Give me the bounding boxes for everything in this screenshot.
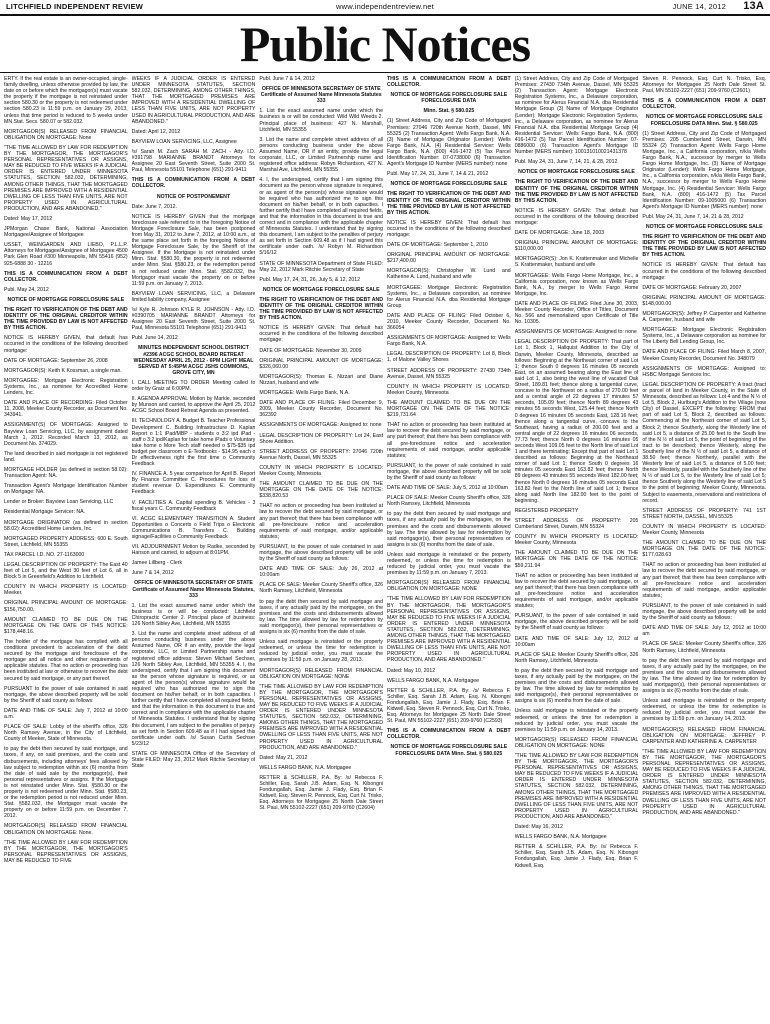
notice-paragraph: 1. List the exact assumed name under which the business is or will be conducted: Litchfield Chiropractic Center 2. Principal place of business: 126 North Sibley Ave, Litchfield, MN 55355: [131, 602, 256, 628]
notice-paragraph: THAT no action or proceeding has been instituted at law to recover the debt secured by said mortgage, or any part thereof; that there has been compliance with all pre-foreclosure notice and acceleration requirements of said mortgage, and/or applicable statutes;: [642, 562, 767, 599]
notice-paragraph: IV. FINANCE A. 5 year comparison for April B. Report By Finance Committee C. Procedures for loss of student revenue D. Expenditures E. Community Feedback: [131, 471, 256, 496]
notice-column-6: [642, 76, 766, 1022]
notice-paragraph: 1. List the exact assumed name under which the business is or will be conducted: Wild Wild Weeds 2. Principal place of business: 427 N. Marshall, Litchfield, MN 55355: [259, 108, 384, 133]
notice-paragraph: THE AMOUNT CLAIMED TO BE DUE ON THE MORTGAGE ON THE DATE OF THE NOTICE: $338,820.53: [259, 481, 384, 500]
notice-paragraph: PURSUANT to the power of sale contained in said mortgage, the above described property will be sold by the Sheriff of said county as follows:: [4, 685, 128, 704]
notice-paragraph: Publ. May 17, 24, 31, 26, July 5, & 12, 2012: [259, 276, 360, 283]
notice-paragraph: COUNTY IN WHICH PROPERTY IS LOCATED: Meeker.: [4, 584, 128, 597]
notice-paragraph: Publ. June 14, 2012: [131, 335, 178, 342]
notice-paragraph: ASSIGNMENTS OF MORTGAGE: Assigned to: HSBC Mortgage Services Inc.: [642, 365, 767, 378]
notice-paragraph: 3. List the name and complete street address of all persons conducting business under the above Assumed Name, OR if an entity, provide the legal corporate, LLC, or Limited Partnership name and registered office address: Steven Michael Sechser, 126 North Sibley Ave, Litchfield, MN 55355 4. I, the undersigned, certify that I am signing this document as the person whose signature is required, or as agent of the person(s) whose signature would be required who has authorized me to sign this document on his/her behalf, or in both capacities. I further certify that I have completed all required fields, and that the information in this document is true and correct and in compliance with the applicable chapter of Minnesota Statutes. I understand that by signing this document, I am subject to the penalties of perjury as set forth in Section 609.48 as if I had signed this certificate under oath. /s/ Susan Curtis Sechser 5/23/12: [131, 631, 256, 747]
notice-paragraph: WELLS FARGO BANK, N.A. Mortgagee: [259, 764, 352, 771]
notice-paragraph: Date: June 7, 2012.: [131, 203, 177, 210]
notice-paragraph: 4. I, the undersigned, certify that I am signing this document as the person whose signature is required, or as agent of the person(s) whose signature would be required who has authorized me to sign this document on his/her behalf, or in both capacities. I further certify that I have completed all required fields, and that the information in this document is true and correct and in compliance with the applicable chapter of Minnesota Statutes. I understand that by signing this document, I am subject to the penalties of perjury as set forth in Section 609.48 as if I had signed this certificate under oath. /s/ Robyn M. Richardson 5/16/12: [259, 177, 384, 257]
notice-paragraph: THIS IS A COMMUNICATION FROM A DEBT COLLECTOR.: [131, 177, 256, 190]
notice-paragraph: AMOUNT CLAIMED TO BE DUE ON THE MORTGAGE ON THE DATE OF THIS NOTICE: $178,448.16.: [4, 616, 128, 635]
notice-paragraph: BAYVIEW LOAN SERVICING, LLC, a Delaware limited liability company, Assignee: [131, 290, 256, 303]
masthead-rule: [0, 72, 770, 73]
notice-paragraph: DATE AND PLACE OF FILING: Filed December 9, 2009, Meeker County Recorder, Document No. 362392: [259, 400, 384, 419]
notice-paragraph: TAX PARCEL I.D. NO. 27-1163000: [4, 551, 85, 558]
notice-paragraph: /s/ Kyle R. Johnson KYLE R. JOHNSON - Atty. I.D. #0390705 MARIANNE BRANDT Attorneys for Assignee 20 East Seventh Street, Suite 2000 St. Paul, Minnesota 55101 Telephone (651) 291-9411: [131, 307, 256, 332]
notice-paragraph: to pay the debt then secured by said mortgage and taxes, if any actually paid by the mortgagee, on the premises and the costs and disbursements allowed by law. The time allowed by law for redemption by said mortgagor(s), their personal representatives or assigns is six (6) months from the date of sale.: [514, 667, 639, 705]
notice-paragraph: /s/ Sarah M. Zach SARAH M. ZACH - Atty. I.D. #391798 MARIANNE BRANDT Attorneys for Assignee 20 East Seventh Street, Suite 2000 St. Paul, Minnesota 55101 Telephone (651) 291-9411: [131, 148, 256, 174]
notice-paragraph: NOTICE IS HEREBY GIVEN: That default has occurred in the conditions of the following described mortgage:: [387, 219, 511, 238]
notice-paragraph: Transaction Agent's Mortgage Identification Number on Mortgage: NA.: [4, 483, 128, 496]
notice-paragraph: MORTGAGED PROPERTY ADDRESS: 600 E. South Street, Litchfield, MN 55355: [4, 535, 128, 548]
notice-paragraph: MORTGAGOR(S) RELEASED FROM FINANCIAL OBLIGATION ON MORTGAGE: None.: [4, 823, 128, 836]
notice-paragraph: RETTER & SCHILLER, P.A. By: /s/ Rebecca F. Schiller, Esq. Sarah J.B. Adam, Esq. N. Kibongni Fondungallah, Esq. Jamie J. Flady, Esq. Brian F. Kidwell, Esq.: [514, 844, 639, 869]
notice-paragraph: to pay the debt then secured by said mortgage and taxes, if any actually paid by the mortgagee, on the premises and the costs and disbursements allowed by law. The time allowed by law for redemption by said mortgagor(s), their personal representatives or assigns is six (6) months from the date of sale.: [259, 598, 384, 636]
notice-paragraph: STREET ADDRESS OF PROPERTY: 27046 720th Avenue North, Dassel, MN 55325: [259, 448, 384, 461]
notice-column-3: [259, 76, 383, 1022]
notice-column-2: [132, 76, 256, 1022]
notice-paragraph: DATE OF MORTGAGE: September 26, 2008: [4, 357, 108, 364]
notice-paragraph: DATE AND PLACE OF FILING: Filed June 30, 2003, Meeker County Recorder, Office of Titles, Document No. 566 and memorialized upon Certificate of Title No. 10305.: [514, 300, 639, 326]
notice-paragraph: VII. ADJOURNMENT Motion by Radke, seconded by Hanson and carried, to adjourn at 8:01PM.: [131, 544, 256, 557]
notice-paragraph: Unless said mortgage is reinstated or the property redeemed, or unless the time for redemption is reduced by judicial order, you must vacate the premises by 11:59 p.m. on January 28, 2013.: [259, 639, 384, 664]
notice-paragraph: THE RIGHT TO VERIFICATION OF THE DEBT AND IDENTITY OF THE ORIGINAL CREDITOR WITHIN THE TIME PROVIDED BY LAW IS NOT AFFECTED BY THIS ACTION.: [259, 296, 384, 322]
notice-paragraph: Dated: May 10, 2012: [387, 667, 436, 674]
notice-paragraph: NOTICE IS HEREBY GIVEN, that default has occurred in the conditions of the following described mortgage:: [4, 335, 128, 354]
issue-date: JUNE 14, 2012: [672, 2, 726, 11]
notice-paragraph: NOTICE IS HEREBY GIVEN: That default has occurred in the conditions of the following described mortgage:: [642, 262, 767, 281]
notice-paragraph: USSET, WEINGARDEN AND LIEBO, P.L.L.P. Attorneys for Mortgagee/Assignee of Mortgagee 4500 Park Glen Road #300 Minneapolis, MN 55416 (952) 925-6888 30 - 12216: [4, 242, 128, 267]
notice-paragraph: PLACE OF SALE: Lobby of the sheriff's office, 326 North Ramsey Avenue, in the City of Litchfield, County of Meeker, State of Minnesota.: [4, 724, 128, 743]
notice-paragraph: "THE TIME ALLOWED BY LAW FOR REDEMPTION BY THE MORTGAGOR, THE MORTGAGOR'S PERSONAL REPRESENTATIVES OR ASSIGNS, MAY BE REDUCED TO FIVE WEEKS IF A JUDICIAL ORDER IS ENTERED UNDER MINNESOTA STATUTES, SECTION 582.032, DETERMINING, AMONG OTHER THINGS, THAT THE MORTGAGED PREMISES ARE IMPROVED WITH A RESIDENTIAL DWELLING OF LESS THAN FIVE UNITS, ARE NOT PROPERTY USED IN AGRICULTURAL PRODUCTION, AND ARE ABANDONED.": [514, 753, 639, 820]
notice-paragraph: DATE OF MORTGAGE: November 30, 2009: [259, 347, 362, 354]
notice-paragraph: DATE OF MORTGAGE: February 20, 2007: [642, 284, 742, 291]
notice-paragraph: Dated: May 17, 2012: [4, 215, 53, 222]
notice-paragraph: (1) Street Address, City and Zip Code of Mortgaged Premises: 205 Cumberland Street, Darwin, MN 55324 (2) Transaction Agent: Wells Fargo Home Mortgage, Inc., a California corporation, n/k/a Wells Fargo Bank, N.A., successor by merger to Wells Fargo Home Mortgage, Inc. (3) Name of Mortgage Originator (Lender): Wells Fargo Home Mortgage, Inc., a California corporation, n/k/a Wells Fargo Bank, N.A., successor by merger to Wells Fargo Home Mortgage, Inc. (4) Residential Servicer: Wells Fargo Bank, N.A. (800) 416-1472 (5) Tax Parcel Identification Number: 09-1005000 (6) Transaction Agent's Mortgage ID Number (MERS number): none: [642, 130, 767, 210]
notice-paragraph: NOTICE OF MORTGAGE FORECLOSURE SALE FORECLOSURE DATA Minn. Stat. § 580.025: [645, 114, 763, 127]
notice-paragraph: I. CALL MEETING TO ORDER Meeting called to order by Graiz at 6:00PM.: [131, 379, 256, 393]
notice-paragraph: MORTGAGOR(S) RELEASED FROM FINANCIAL OBLIGATION ON MORTGAGE: None: [4, 128, 128, 141]
notice-paragraph: JPMorgan Chase Bank, National Association Mortgagee/Assignee of Mortgagee: [4, 226, 128, 239]
section-title: Public Notices: [239, 16, 531, 72]
notice-paragraph: PLACE OF SALE: Meeker County Sheriff's office, 326 North Ramsey, Litchfield, Minnesota: [642, 641, 767, 654]
notice-column-4: [387, 76, 511, 1022]
notice-paragraph: MORTGAGOR(S): Christopher W. Lund and Katherine A. Lund, husband and wife: [387, 268, 511, 281]
notice-paragraph: "THE TIME ALLOWED BY LAW FOR REDEMPTION BY THE MORTGAGOR, THE MORTGAGOR'S PERSONAL REPRESENTATIVES OR ASSIGNS, MAY BE REDUCED TO FIVE: [4, 839, 128, 864]
notice-paragraph: "THE TIME ALLOWED BY LAW FOR REDEMPTION BY THE MORTGAGOR, THE MORTGAGOR'S PERSONAL REPRESENTATIVES OR ASSIGNS, MAY BE REDUCED TO FIVE WEEKS IF A JUDICIAL ORDER IS ENTERED UNDER MINNESOTA STATUTES, SECTION 582.032, DETERMINING, AMONG OTHER THINGS, THAT THE MORTGAGED PREMISES ARE IMPROVED WITH A RESIDENTIAL DWELLING OF LESS THAN FIVE UNITS, ARE NOT PROPERTY USED IN AGRICULTURAL PRODUCTION, AND ARE ABANDONED.": [642, 748, 767, 816]
notice-paragraph: DATE AND TIME OF SALE: July 12, 2012 at 10:00 am: [642, 625, 767, 638]
notice-paragraph: WELLS FARGO BANK, N.A. Mortgagee: [387, 677, 479, 684]
notice-paragraph: MORTGAGOR(S) RELEASED FROM FINANCIAL OBLIGATION ON MORTGAGE: NONE: [259, 667, 384, 680]
notice-paragraph: PLACE OF SALE: Meeker County Sheriff's office, 326 North Ramsey, Litchfield, Minnesota: [259, 582, 384, 595]
notice-column-5: [515, 76, 639, 1022]
notice-paragraph: V. FACILITIES A. Capital spending B. Vehicles - 3 fiscal years C. Community Feedback: [131, 499, 256, 512]
notice-paragraph: MORTGAGOR(S): Keith K Kossman, a single man.: [4, 367, 122, 374]
notice-paragraph: MORTGAGOR(S): Jon K. Krattenmaker and Michelle S. Krattenmaker, husband and wife: [514, 256, 639, 269]
notice-paragraph: THAT no action or proceeding has been instituted at law to recover the debt secured by said mortgage, or any part thereof; that there has been compliance with all pre-foreclosure notice and acceleration requirements of said mortgage, and/or applicable statutes;: [514, 572, 639, 610]
notice-paragraph: PURSUANT, to the power of sale contained in said mortgage, the above described property will be sold by the Sheriff of said county as follows:: [642, 602, 767, 622]
notice-paragraph: MORTGAGEE: Wells Fargo Bank, N.A.: [259, 390, 350, 397]
notice-paragraph: THIS IS A COMMUNICATION FROM A DEBT COLLECTOR.: [4, 270, 128, 283]
notice-paragraph: Unless said mortgage is reinstated or the property redeemed, or unless the time for redemption is reduced by judicial order, you must vacate the premises by 11:59 p.m. on January 7, 2013.: [387, 551, 511, 577]
notice-paragraph: STREET ADDRESS OF PROPERTY: 27430 734th Avenue, Dassel, MN 55325: [387, 367, 511, 380]
notice-paragraph: REGISTERED PROPERTY: [514, 507, 579, 514]
notice-paragraph: OFFICE OF MINNESOTA SECRETARY OF STATE Certificate of Assumed Name Minnesota Statutes 333: [260, 86, 382, 105]
notice-paragraph: ORIGINAL PRINCIPAL AMOUNT OF MORTGAGE: $326,060.00: [259, 357, 384, 370]
notice-paragraph: NOTICE OF MORTGAGE FORECLOSURE SALE: [7, 296, 125, 303]
notice-paragraph: MORTGAGOR(S) RELEASED FROM FINANCIAL OBLIGATION ON MORTGAGE: JEFFREY P. CARPENTER AND KATHERINE A. CARPENTER: [642, 726, 767, 745]
notice-paragraph: "THE TIME ALLOWED BY LAW FOR REDEMPTION BY THE MORTGAGOR, THE MORTGAGOR'S PERSONAL REPRESENTATIVES OR ASSIGNS, MAY BE REDUCED TO FIVE WEEKS IF A JUDICIAL ORDER IS ENTERED UNDER MINNESOTA STATUTES, SECTION 582.032, DETERMINING, AMONG OTHER THINGS, THAT THE MORTGAGED PREMISES ARE IMPROVED WITH A RESIDENTIAL DWELLING OF LESS THAN FIVE UNITS, ARE NOT PROPERTY USED IN AGRICULTURAL PRODUCTION, AND ARE ABANDONED.": [4, 144, 128, 212]
notice-paragraph: Dated: May 16, 2012: [514, 824, 563, 831]
notice-paragraph: to pay the debt then secured by said mortgage and taxes, if any actually paid by the mortgagee, on the premises and the costs and disbursements allowed by law. The time allowed by law for redemption by said mortgagor(s), their personal representatives or assigns is six (6) months from the date of sale.: [642, 657, 767, 695]
notice-paragraph: MORTGAGOR(S): Jeffrey P. Carpenter and Katherine A. Carpenter, husband and wife: [642, 311, 767, 324]
notice-paragraph: ASSIGNMENTS OF MORTGAGE: Assigned to: none: [259, 422, 382, 429]
notice-paragraph: COUNTY IN WHICH PROPERTY IS LOCATED: Meeker County, Minnesota: [642, 523, 767, 536]
notice-paragraph: THIS IS A COMMUNICATION FROM A DEBT COLLECTOR.: [642, 98, 767, 111]
notice-paragraph: MORTGAGEE: Mortgage Electronic Registration Systems, Inc., a Delaware corporation, as nominee for Alerus Financial N.A. dba Residential Mortgage Group: [387, 284, 511, 309]
notice-paragraph: Unless said mortgage is reinstated or the property redeemed, or unless the time for redemption is reduced by judicial order, you must vacate the premises by 11:59 p.m. on January 14, 2013.: [514, 708, 639, 733]
notice-paragraph: (1) Street Address, City and Zip Code of Mortgaged Premises: 27046 720th Avenue North, Dassel, MN 55325 (2) Transaction Agent: Wells Fargo Bank, N.A. (3) Name of Mortgage Originator (Lender): Wells Fargo Bank, N.A. (4) Residential Servicer: Wells Fargo Bank, N.A. (800) 416-1472 (5) Tax Parcel Identification Number: 07-0738000 (6) Transaction Agent's Mortgage ID Number (MERS number): none: [387, 118, 511, 168]
notice-paragraph: DATE AND PLACE OF RECORDING: Filed October 11, 2008, Meeker County Recorder, as Document No. 343941.: [4, 400, 128, 419]
notice-paragraph: ASSIGNMENT(S) OF MORTGAGE: Assigned to Bayview Loan Servicing, LLC, by assignment dated March 1, 2012. Recorded March 13, 2012, as Document No. 374029.: [4, 422, 128, 447]
notice-paragraph: 3. List the name and complete street address of all persons conducting business under the above Assumed Name, OR if an entity, provide the legal corporate, LLC, or Limited Partnership name and registered office address: Robyn Richardson, 427 N. Marshal Ave, Litchfield, MN 55355: [259, 136, 384, 174]
notice-paragraph: MORTGAGEE: Mortgage Electronic Registration Systems, Inc., as nominee for Accredited Home Lenders, Inc.: [4, 377, 128, 397]
notice-paragraph: STREET ADDRESS OF PROPERTY: 741 1ST STREET NORTH, DASSEL, MN 55325: [642, 507, 767, 520]
page-header: [0, 0, 770, 14]
notice-paragraph: The land described in said mortgage is not registered land.: [4, 450, 128, 463]
notice-paragraph: PLACE OF SALE: Meeker County Sheriff's office, 326 North Ramsey, Litchfield, Minnesota: [514, 651, 639, 664]
notice-paragraph: WEEKS IF A JUDICIAL ORDER IS ENTERED UNDER MINNESOTA STATUTES, SECTION 582.032, DETERMINING, AMONG OTHER THINGS, THAT THE MORTGAGED PREMISES ARE IMPROVED WITH A RESIDENTIAL DWELLING OF LESS THAN FIVE UNITS, ARE NOT PROPERTY USED IN AGRICULTURAL PRODUCTION, AND ARE ABANDONED.": [131, 76, 256, 125]
notice-paragraph: DATE AND TIME OF SALE: July 12, 2012 at 10:00am: [514, 635, 639, 648]
notice-paragraph: ASSIGNMENTS OF MORTGAGE: Assigned to: Wells Fargo Bank, N.A.: [387, 335, 511, 348]
page-number: 13A: [743, 0, 764, 12]
notice-paragraph: Publ. May 17, 24, 31, June 7, 14 & 21, 2012: [387, 171, 489, 178]
notice-paragraph: DATE AND PLACE OF FILING: Filed March 8, 2007, Meeker County Recorder, Document No. 348079: [642, 349, 767, 362]
notice-paragraph: MORTGAGEE: Mortgage Electronic Registration Systems, Inc., a Delaware corporation as nominee for The Liberty Bell Lending Group, Inc.: [642, 327, 767, 346]
notice-paragraph: THIS IS A COMMUNICATION FROM A DEBT COLLECTOR.: [387, 76, 511, 89]
notice-paragraph: Dated: May 21, 2012: [259, 754, 308, 761]
notice-paragraph: DATE OF MORTGAGE: June 18, 2003: [514, 230, 605, 237]
notice-paragraph: VI. ACGC ELEMENTARY TRANSITION A. Student Opportunities o Concerts o Field Trips o Electronic Communications B. Transfers C. Building signage/Facilities o Community Feedback: [131, 515, 256, 540]
notice-paragraph: Publ. June 7 & 14, 2012: [259, 76, 315, 82]
notice-paragraph: PURSUANT, to the power of sale contained in said mortgage, the above described property will be sold by the Sheriff of said county as follows:: [259, 543, 384, 563]
notice-paragraph: NOTICE OF POSTPONEMENT: [156, 193, 231, 200]
notice-paragraph: MORTGAGOR(S): Thomas E. Nizzari and Diane Nizzari, husband and wife: [259, 373, 384, 386]
notice-paragraph: II. AGENDA APPROVAL Motion by Markle, seconded by Munson and carried, to approve the April 25, 2012 ACGC School Board Retreat Agenda as presented.: [131, 396, 256, 415]
notice-paragraph: DATE AND PLACE OF FILING: Filed October 6, 2010, Meeker County Recorder, Document No. 366054: [387, 312, 511, 332]
notice-paragraph: MORTGAGOR(S) RELEASED FROM FINANCIAL OBLIGATION ON MORTGAGE: NONE: [514, 736, 639, 749]
notice-paragraph: DATE AND TIME OF SALE: July 7, 2012 at 10:00 a.m.: [4, 707, 128, 720]
notice-paragraph: COUNTY IN WHICH PROPERTY IS LOCATED: Meeker County, Minnesota: [387, 383, 511, 396]
notice-paragraph: June 7 & 14, 2012: [131, 570, 174, 577]
notice-paragraph: The holder of the mortgage has complied with all conditions precedent to acceleration of the debt secured by the mortgage and foreclosure of the mortgage and all notice and other requirements of applicable statutes. That no action or proceeding has been instituted at law or otherwise to recover the debt secured by said mortgage, or any part thereof.: [4, 638, 128, 682]
notice-paragraph: NOTICE OF MORTGAGE FORECLOSURE SALE FORECLOSURE DATA: [390, 92, 508, 105]
notice-paragraph: NOTICE OF MORTGAGE FORECLOSURE SALE: [390, 181, 508, 188]
notice-paragraph: MORTGAGOR(S) RELEASED FROM FINANCIAL OBLIGATION ON MORTGAGE: NONE: [387, 580, 511, 593]
notice-paragraph: to pay the debt then secured by said mortgage, and taxes, if any, on said premises, and the costs and disbursements, including attorneys' fees allowed by law subject to redemption within six (6) months from the date of said sale by the mortgagor(s), their personal representatives or assigns. If the Mortgage is not reinstated under Minn. Stat. §580.30 or the property is not redeemed under Minn. Stat. §580.23, or the redemption period is not reduced under Minn. Stat. §582.032, the Mortgagor must vacate the property on or before 11:59 p.m. on December 7, 2012.: [4, 746, 128, 820]
notice-paragraph: Publ. May 24, 2012: [4, 286, 49, 293]
notice-paragraph: Publ. May 24, 31, June 7, 14, 21, & 28, 2012: [514, 159, 618, 166]
notice-paragraph: THAT no action or proceeding has been instituted at law to recover the debt secured by said mortgage, or any part thereof; that there has been compliance with all pre-foreclosure notice and acceleration requirements of said mortgage, and/or applicable statutes;: [259, 503, 384, 540]
notice-paragraph: Minn. Stat. § 580.025: [423, 108, 475, 115]
notice-paragraph: THE RIGHT TO VERIFICATION OF THE DEBT AND IDENTITY OF THE ORIGINAL CREDITOR WITHIN THE TIME PROVIDED BY LAW IS NOT AFFECTED BY THIS ACTION.: [387, 191, 511, 216]
notice-paragraph: ORIGINAL PRINCIPAL AMOUNT OF MORTGAGE: $217,400.00: [387, 252, 511, 265]
notice-paragraph: THE RIGHT TO VERIFICATION OF THE DEBT AND IDENTITY OF THE ORIGINAL CREDITOR WITHIN THE TIME PROVIDED BY LAW IS NOT AFFECTED BY THIS ACTION.: [642, 234, 767, 259]
notice-paragraph: WELLS FARGO BANK, N.A. Mortgagee: [514, 834, 607, 841]
paper-url[interactable]: www.independentreview.net: [336, 2, 434, 11]
notice-paragraph: THE AMOUNT CLAIMED TO BE DUE ON THE MORTGAGE ON THE DATE OF THE NOTICE: $219,731.64: [387, 399, 511, 419]
notice-paragraph: Dated: April 12, 2012: [131, 128, 181, 135]
notice-paragraph: DATE OF MORTGAGE: September 1, 2010: [387, 242, 488, 249]
notice-paragraph: (1) Street Address, City and Zip Code of Mortgaged Premises: 27430 734th Avenue, Dassel, MN 55325 (2) Transaction Agent: Mortgage Electronic Registration Systems, Inc., a Delaware corporation, as nominee for Alerus Financial N.A. dba Residential Mortgage Group (3) Name of Mortgage Originator (Lender): Mortgage Electronic Registration Systems, Inc., a Delaware corporation, as nominee for Alerus Financial N.A. dba Residential Mortgage Group (4) Residential Servicer: Wells Fargo Bank, N.A. (800) 416-1472 (5) Tax Parcel Identification Number: 07-0886000 (6) Transaction Agent's Mortgage ID Number (MERS number): 100131010021431378: [514, 76, 639, 156]
notice-paragraph: RETTER & SCHILLER, P.A. By: /s/ Rebecca F. Schiller, Esq. Sarah J.B. Adam, Esq. N. Kibongni Fondungallah, Esq. Jamie J. Flady, Esq. Brian F. Kidwell, Esq. Steven R. Pennock, Esq. Curt N. Trisko, Esq. Attorneys for Mortgagee 25 North Dale Street St. Paul, MN 55102-2227 (651) 209-9760 (C2593): [387, 687, 511, 725]
notice-paragraph: ORIGINAL PRINCIPAL AMOUNT OF MORTGAGE: $156,750.00.: [4, 600, 128, 613]
notice-paragraph: NOTICE IS HEREBY GIVEN that the mortgage foreclosure sale referred to in the foregoing Notice of Mortgage Foreclosure Sale, has been postponed from May 31, 2012 to June 7, 2012, at 10:00 a.m., at the same place set forth in the foregoing Notice of Mortgage Foreclosure Sale, by the Sheriff of the Assignee. If the Mortgage is not reinstated under Minn. Stat. §580.30, the property is not redeemed under Minn. Stat. §580.23, or the redemption period is not reduced under Minn. Stat. §582.032, the Mortgagor must vacate the property on or before 11:59 p.m. on January 7, 2013.: [131, 213, 256, 287]
notice-paragraph: NOTICE OF MORTGAGE FORECLOSURE SALE FORECLOSURE DATA Minn. Stat. § 580.025: [390, 744, 508, 757]
notice-paragraph: DATE AND TIME OF SALE: July 5, 2012 at 10:00am: [387, 485, 508, 492]
notice-paragraph: ORIGINAL PRINCIPAL AMOUNT OF MORTGAGE: $148,000.00: [642, 294, 767, 307]
notice-paragraph: Unless said mortgage is reinstated or the property redeemed, or unless the time for redemption is reduced by judicial order, you must vacate the premises by 11:59 p.m. on January 14, 2013.: [642, 698, 767, 723]
notice-paragraph: BAYVIEW LOAN SERVICING, LLC, Assignee: [131, 138, 237, 145]
notice-paragraph: DATE AND TIME OF SALE: July 26, 2012 at 10:00am: [259, 566, 384, 579]
notice-paragraph: NOTICE IS HEREBY GIVEN: That default has occurred in the conditions of the following described mortgage:: [259, 325, 384, 344]
notice-paragraph: LEGAL DESCRIPTION OF PROPERTY: The East 40 feet of Lot 5, and the West 30 feet of Lot 6, all in Block 5 in Greenfield's Addition to Litchfield.: [4, 562, 128, 581]
notice-paragraph: ERTY. If the real estate is an owner-occupied, single-family dwelling, unless otherwise provided by law, the date on or before which the mortgagor(s) must vacate the property if the mortgage is not reinstated under section 580.30 or the property is not redeemed under section 580.23 is 11:59 p.m. on January 29, 2013, unless that time period is reduced to 5 weeks under MN Stat. Secs. 580.07 or 582.032.: [4, 76, 128, 125]
notice-paragraph: MORTGAGE HOLDER (as defined in section 58.02): Transaction Agent: NA.: [4, 466, 128, 480]
notice-paragraph: PURSUANT, to the power of sale contained in said mortgage, the above described property will be sold by the Sheriff of said county as follows:: [514, 613, 639, 632]
notice-paragraph: ASSIGNMENTS OF MORTGAGE: Assigned to: none: [514, 329, 637, 336]
notice-paragraph: Residential Mortgage Servicer: NA.: [4, 509, 86, 516]
notice-paragraph: THAT no action or proceeding has been instituted at law to recover the debt secured by said mortgage, or any part thereof; that there has been compliance with all pre-foreclosure notice and acceleration requirements of said mortgage, and/or applicable statutes;: [387, 422, 511, 459]
notice-paragraph: PURSUANT, to the power of sale contained in said mortgage, the above described property will be sold by the Sheriff of said county as follows:: [387, 462, 511, 481]
notice-paragraph: THIS IS A COMMUNICATION FROM A DEBT COLLECTOR.: [387, 728, 511, 741]
notice-paragraph: STATE OF MINNESOTA Department of State FILED: May 22, 2012 Mark Ritchie Secretary of State: [259, 260, 384, 273]
notice-paragraph: III. TECHNOLOGY A. Budget B. Teacher Professional Development C. Building Infrastructure D. Kaplan Report o 1:1 iPad/MBP - students o 3:2 ipd iPad - staff o 3:2 ipd/Kaplan for take home iPads o Voluntary take home o More Tech staff needed o $75-$35 ipd budget per classroom o E-Textbooks - $14.95 each o Dr effectiveness right the first time o Community Feedback: [131, 418, 256, 468]
notice-paragraph: COUNTY IN WHICH PROPERTY IS LOCATED: Meeker County, Minnesota: [514, 534, 639, 547]
notice-paragraph: to pay the debt then secured by said mortgage and taxes, if any actually paid by the mortgagee, on the premises and the costs and disbursements allowed by law. The time allowed by law for redemption by said mortgagor(s), their personal representatives or assigns is six (6) months from the date of sale.: [387, 511, 511, 548]
notice-paragraph: "THE TIME ALLOWED BY LAW FOR REDEMPTION BY THE MORTGAGOR, THE MORTGAGOR'S PERSONAL REPRESENTATIVES OR ASSIGNS, MAY BE REDUCED TO FIVE WEEKS IF A JUDICIAL ORDER IS ENTERED UNDER MINNESOTA STATUTES, SECTION 582.032, DETERMINING, AMONG OTHER THINGS, THAT THE MORTGAGED PREMISES ARE IMPROVED WITH A RESIDENTIAL DWELLING OF LESS THAN FIVE UNITS, ARE NOT PROPERTY USED IN AGRICULTURAL PRODUCTION, AND ARE ABANDONED.": [259, 683, 384, 751]
notice-paragraph: STATE OF MINNESOTA Office of the Secretary of State FILED: May 23, 2012 Mark Ritchie Secretary of State: [131, 750, 256, 770]
notice-paragraph: Lender or Broker: Bayview Loan Servicing, LLC: [4, 499, 114, 506]
notice-paragraph: THE RIGHT TO VERIFICATION OF THE DEBT AND IDENTITY OF THE ORIGINAL CREDITOR WITHIN THE TIME PROVIDED BY LAW IS NOT AFFECTED BY THIS ACTION.: [514, 179, 639, 204]
notice-paragraph: LEGAL DESCRIPTION OF PROPERTY: Lot 8, Block 1, of Malone Valley Shores: [387, 351, 511, 364]
notice-paragraph: OFFICE OF MINNESOTA SECRETARY OF STATE Certificate of Assumed Name Minnesota Statutes, 333: [132, 580, 255, 599]
notice-paragraph: LEGAL DESCRIPTION OF PROPERTY: That part of Lot 1, Block 1, Hallquist Addition to the City of Darwin, Meeker County, Minnesota, described as follows: Beginning at the Northeast corner of said Lot 1; thence South 0 degrees 16 minutes 05 seconds East, on an assumed bearing along the East line of said Lot 1, also being the west line of vacated Oak Street, 189.81 feet; thence along a tangential curve, concave to the Northwest on a radius of 270.00 feet and a central angle of 22 degrees 17 minutes 57 seconds, 105.09 feet; thence North 89 degrees 43 minutes 55 seconds West, 125.44 feet; thence North 0 degrees 16 minutes 05 seconds East, 128.16 feet; thence along a tangential curve, concave to the Southeast, having a radius of 200.00 feet and a central angle of 22 degrees 16 minutes 06 seconds, 77.73 feet; thence North 0 degrees 16 minutes 05 seconds West 109.05 feet to the North line of said Lot 1 and there terminating; Except that part of said Lot 1 described as follows: Beginning at the Northeast corner of said Lot 1; thence South 0 degrees 16 minutes 05 seconds East 163.82 feet; thence North 89 degrees 43 minutes 55 seconds West 182.00 feet; thence North 0 degrees 16 minutes 05 seconds East 163.82 feet to the North line of said Lot 1; thence along said North line 182.00 feet to the point of beginning.: [514, 339, 639, 504]
notice-paragraph: MORTGAGEE: Wells Fargo Home Mortgage, Inc., a California corporation, now known as Wells Fargo Bank, N.A., by merger to Wells Fargo Home Mortgage, Inc.: [514, 272, 639, 297]
notice-paragraph: Steven R. Pennock, Esq. Curt N. Trisko, Esq. Attorneys for Mortgagee 25 North Dale Street St. Paul, MN 55102-2227 (651) 209-9760 (C2601): [642, 76, 767, 95]
notice-paragraph: Publ. May 24, 31, June 7, 14, 21 & 28, 2012: [642, 213, 744, 220]
notice-paragraph: "THE TIME ALLOWED BY LAW FOR REDEMPTION BY THE MORTGAGOR, THE MORTGAGOR'S PERSONAL REPRESENTATIVES OR ASSIGNS, MAY BE REDUCED TO FIVE WEEKS IF A JUDICIAL ORDER IS ENTERED UNDER MINNESOTA STATUTES, SECTION 582.032, DETERMINING, AMONG OTHER THINGS, THAT THE MORTGAGED PREMISES ARE IMPROVED WITH A RESIDENTIAL DWELLING OF LESS THAN FIVE UNITS, ARE NOT PROPERTY USED IN AGRICULTURAL PRODUCTION, AND ARE ABANDONED.": [387, 596, 511, 664]
notice-paragraph: NOTICE OF MORTGAGE FORECLOSURE SALE: [518, 169, 635, 176]
notice-paragraph: MINUTES INDEPENDENT SCHOOL DISTRICT #2396 ACGC SCHOOL BOARD RETREAT WEDNESDAY APRIL 25, 2012 - 6PM LIGHT MEAL SERVED AT 5:45PM ACGC JSHS COMMONS, GROVE CITY, MN: [133, 345, 254, 376]
notice-paragraph: LEGAL DESCRIPTION OF PROPERTY: A tract (tract or parcel of land in Meeker County, in the State of Minnesota, described as follows: Lot 4 and the N ½ of Lot 5, Block 2, Hurlburg's Addition to the Village (now City) of Dassel, EXCEPT the following: FROM that part of said Lot 5, Block 2, described as follows: Commencing at the Northeast corner of said Lot 5, Block 2; thence Southerly, along the Westerly line of said Lot 5, a distance of 25.00 feet to the South line of the N ½ of said Lot 5, the point of beginning of the tract to be described; thence Westerly, along the Southerly line of the N ½ of said Lot 5, a distance of 38.50 feet; thence Northerly, parallel with the Westerly line of said Lot 5, a distance of 5.00 feet; thence Westerly, parallel with the Southerly line of the N ½ of said Lot 5, to the Westerly line of said Lot 5; thence Southerly along the Westerly line of said Lot 5 to the point of beginning; Meeker County, Minnesota. Subject to easements, reservations and restrictions of record.: [642, 381, 767, 504]
notice-paragraph: LEGAL DESCRIPTION OF PROPERTY: Lot 24, East Shore Addition.: [259, 432, 384, 445]
notice-paragraph: RETTER & SCHILLER, P.A. By: /s/ Rebecca F. Schiller, Esq. Sarah J.B. Adam, Esq. N. Kibongni Fondungallah, Esq. Jamie J. Flady, Esq. Brian F. Kidwell, Esq. Steven R. Pennock, Esq. Curt N. Trisko, Esq. Attorneys for Mortgagee 25 North Dale Street St. Paul, MN 55102-2227 (651) 209-9760 (C2604): [259, 774, 384, 812]
notice-paragraph: THE AMOUNT CLAIMED TO BE DUE ON THE MORTGAGE ON THE DATE OF THE NOTICE: $59,211.94: [514, 550, 639, 569]
notice-paragraph: NOTICE IS HEREBY GIVEN: That default has occurred in the conditions of the following described mortgage:: [514, 207, 639, 226]
notice-paragraph: MORTGAGE ORIGINATOR (as defined in section 58.02): Accredited Home Lenders, Inc.: [4, 519, 128, 532]
notice-column-1: [4, 76, 128, 1022]
notice-paragraph: ORIGINAL PRINCIPAL AMOUNT OF MORTGAGE: $110,000.00: [514, 240, 639, 253]
paper-name: LITCHFIELD INDEPENDENT REVIEW: [6, 2, 144, 11]
notice-columns: [4, 76, 766, 1022]
notice-paragraph: THE AMOUNT CLAIMED TO BE DUE ON THE MORTGAGE ON THE DATE OF THE NOTICE: $177,028.63: [642, 540, 767, 559]
notice-paragraph: STREET ADDRESS OF PROPERTY: 205 Cumberland Street, Darwin, MN 55324: [514, 518, 639, 531]
notice-paragraph: PLACE OF SALE: Meeker County Sheriff's office, 326 North Ramsey, Litchfield, Minnesota: [387, 495, 511, 508]
notice-paragraph: Jamee Lillberg - Clerk: [131, 560, 183, 567]
notice-paragraph: NOTICE OF MORTGAGE FORECLOSURE SALE: [645, 223, 763, 230]
notice-paragraph: COUNTY IN WHICH PROPERTY IS LOCATED: Meeker County, Minnesota: [259, 464, 384, 477]
notice-paragraph: NOTICE OF MORTGAGE FORECLOSURE SALE: [262, 286, 380, 293]
notice-paragraph: THE RIGHT TO VERIFICATION OF THE DEBT AND IDENTITY OF THE ORIGINAL CREDITOR WITHIN THE TIME PROVIDED BY LAW IS NOT AFFECTED BY THIS ACTION.: [4, 307, 128, 332]
